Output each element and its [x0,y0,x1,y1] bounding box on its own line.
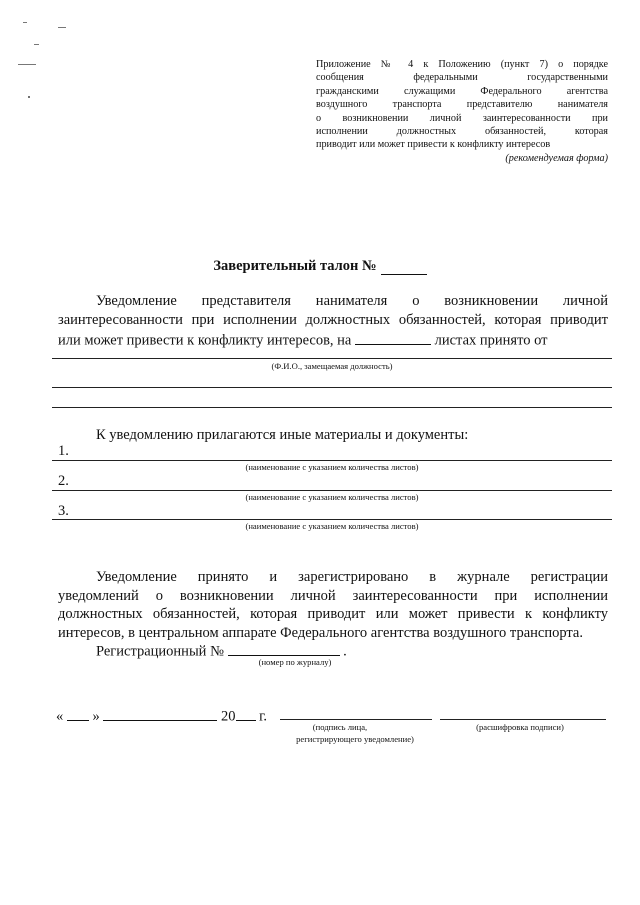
attachment-field-2[interactable] [52,490,612,491]
scan-mark [18,64,36,65]
attachment-number: 3. [58,503,69,519]
registration-number-caption: (номер по журналу) [258,657,332,667]
attachment-caption: (наименование с указанием количества листов) [245,492,419,502]
notice-line: Уведомление представителя нанимателя о возникновении личной [96,293,608,309]
decode-caption: (расшифровка подписи) [476,722,564,732]
day-field[interactable] [67,705,89,721]
registration-number-label: Регистрационный № [96,643,224,660]
registration-line: уведомлений о возникновении личной заинтересованности при исполнении [58,587,608,604]
annex-line: сообщения федеральными государственными [316,72,608,84]
signature-caption-2: регистрирующего уведомление) [296,734,414,744]
annex-header [316,58,608,165]
fio-field-line-3[interactable] [52,407,612,408]
scan-mark [58,27,66,28]
notice-paragraph [58,292,608,351]
notice-line: заинтересованности при исполнении должностных обязанностей, которая приводит [58,311,608,328]
quote-close: » [92,708,100,725]
registration-number-dot: . [339,643,347,660]
fio-caption: (Ф.И.О., замещаемая должность) [271,361,393,371]
annex-line: исполнении должностных обязанностей, которая [316,126,608,138]
annex-line: гражданскими служащими Федерального агентства [316,85,608,97]
notice-line [58,329,608,350]
notice-line-end: листах принято от [434,332,548,349]
registration-number-field[interactable] [228,640,340,656]
talon-number-field[interactable] [381,260,427,275]
registration-line: Уведомление принято и зарегистрировано в журнале регистрации [96,569,608,585]
signature-field[interactable] [280,719,432,720]
attachment-caption: (наименование с указанием количества листов) [245,521,419,531]
fio-field[interactable] [52,358,612,359]
attachment-caption: (наименование с указанием количества листов) [245,462,419,472]
title-text: Заверительный талон № [213,258,377,274]
scan-mark [23,22,27,23]
quote-open: « [56,708,64,725]
annex-line: воздушного транспорта представителю нанимателя [316,99,608,111]
scan-mark [34,44,39,45]
registration-line: должностных обязанностей, которая приводит или может привести к конфликту [58,606,608,623]
attachment-field-3[interactable] [52,519,612,520]
signature-caption-1: (подпись лица, [312,722,368,732]
month-field[interactable] [103,705,217,721]
annex-line: Приложение № 4 к Положению (пункт 7) о порядке [316,59,608,70]
notice-line-start: или может привести к конфликту интересов, на [58,332,352,349]
attachments-intro: К уведомлению прилагаются иные материалы и документы: [96,427,469,443]
year-suffix: г. [259,708,268,725]
registration-line: интересов, в центральном аппарате Федерального агентства воздушного транспорта. [58,625,583,642]
scan-speck [28,96,30,98]
sheets-count-field[interactable] [355,329,431,345]
attachment-number: 2. [58,473,69,489]
signature-decode-field[interactable] [440,719,606,720]
annex-line: о возникновении личной заинтересованности при [316,112,608,124]
annex-line: приводит или может привести к конфликту интересов [316,139,551,151]
year-field[interactable] [236,705,256,721]
document-title [0,258,640,275]
date-row [56,705,267,726]
fio-field-line-2[interactable] [52,387,612,388]
attachment-number: 1. [58,443,69,459]
attachment-field-1[interactable] [52,460,612,461]
year-prefix: 20 [221,708,236,725]
registration-paragraph [58,568,608,643]
recommended-form-note: (рекомендуемая форма) [505,152,608,164]
